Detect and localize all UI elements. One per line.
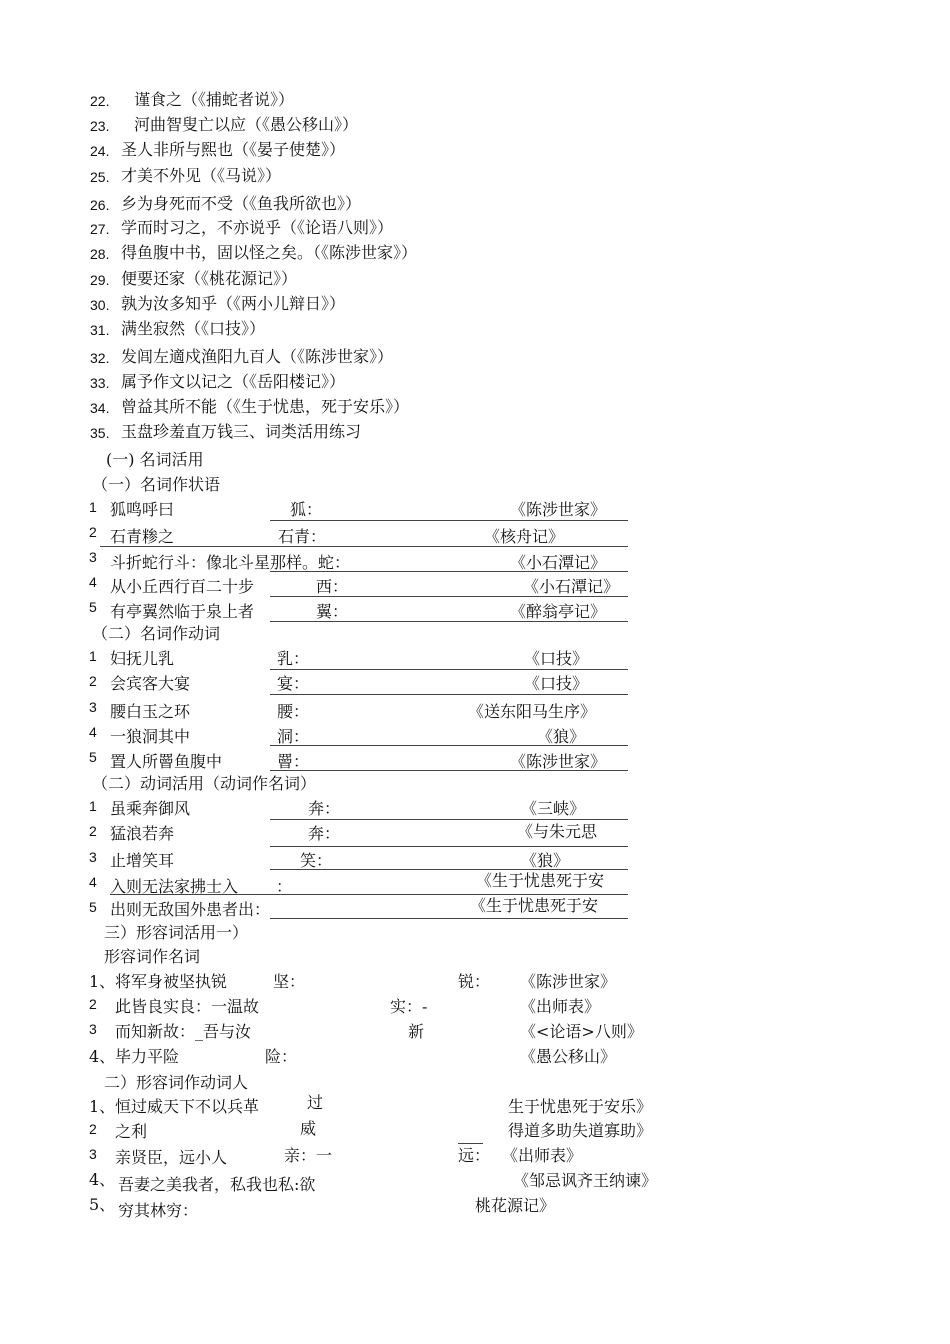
exercise-sentence: 猛浪若奔: [110, 824, 175, 843]
item-number: 5: [89, 749, 97, 765]
item-number: 4: [89, 574, 97, 590]
exercise-source: 《三峡》: [521, 799, 586, 818]
answer-line: [458, 1143, 483, 1144]
list-number: 27.: [90, 221, 110, 237]
exercise-source: 生于忧患死于安乐》: [508, 1097, 653, 1116]
exercise-source: 《陈涉世家》: [510, 752, 607, 771]
exercise-word: 奔：: [308, 799, 341, 818]
answer-line: [270, 846, 628, 847]
list-item: 学而时习之，不亦说乎（《论语八则》）: [121, 218, 394, 237]
exercise-source: 《狼》: [521, 851, 570, 870]
exercise-sentence: 将军身被坚执锐: [115, 972, 228, 991]
exercise-source: 《陈涉世家》: [510, 500, 607, 519]
item-number: 5: [89, 599, 97, 615]
item-number: 1: [89, 499, 97, 515]
list-item: 发闾左適戍渔阳九百人（《陈涉世家》）: [121, 347, 394, 366]
list-number: 35.: [90, 425, 110, 441]
answer-line: [270, 745, 628, 746]
exercise-sentence: 腰白玉之环: [110, 702, 191, 721]
list-number: 22.: [90, 93, 110, 109]
exercise-word: 狐：: [290, 500, 323, 519]
exercise-source: 《生于忧患死于安: [470, 896, 599, 915]
list-item: 河曲智叟亡以应（《愚公移山》）: [134, 115, 359, 134]
exercise-source: 《愚公移山》: [520, 1047, 617, 1066]
item-number: 3: [89, 849, 97, 865]
exercise-sentence: 此皆良实良：一温故: [115, 997, 260, 1016]
answer-line: [270, 819, 628, 820]
section-heading: （二）名词作动词: [92, 624, 221, 643]
item-number: 1: [89, 798, 97, 814]
exercise-word: 实：-: [390, 997, 428, 1016]
exercise-source: 《与朱元思: [517, 822, 598, 841]
exercise-word: 新: [408, 1022, 425, 1041]
exercise-word: 亲：一: [284, 1146, 333, 1165]
list-number: 33.: [90, 375, 110, 391]
answer-line: [270, 571, 628, 572]
exercise-word: 乳：: [277, 649, 310, 668]
exercise-sentence: 从小丘西行百二十步: [110, 577, 255, 596]
exercise-sentence: 毕力平险: [115, 1047, 180, 1066]
list-item: 曾益其所不能（《生于忧患，死于安乐》）: [121, 397, 410, 416]
exercise-source: 《生于忧患死于安: [476, 871, 605, 890]
answer-line: [270, 869, 628, 870]
exercise-word: 洞：: [277, 727, 310, 746]
section-heading: （二）动词活用（动词作名词）: [92, 774, 317, 793]
item-number: 4、: [89, 1047, 116, 1066]
list-number: 28.: [90, 246, 110, 262]
section-heading: 三）形容词活用一）: [104, 923, 249, 942]
exercise-word: 过: [307, 1093, 324, 1112]
item-number: 1: [89, 648, 97, 664]
list-item: 得鱼腹中书，固以怪之矣。（《陈涉世家》）: [121, 243, 418, 262]
item-number: 2: [89, 524, 97, 540]
exercise-source: 《送东阳马生序》: [468, 702, 597, 721]
answer-line: [270, 918, 628, 919]
list-number: 31.: [90, 322, 110, 338]
exercise-word-2: 远：: [458, 1146, 491, 1165]
exercise-word-2: 锐：: [458, 972, 491, 991]
list-item: 孰为汝多知乎（《两小儿辩日》）: [121, 294, 346, 313]
exercise-word: 石青：: [278, 527, 327, 546]
exercise-source: 《出师表》: [520, 997, 601, 1016]
exercise-sentence: 恒过威天下不以兵革: [115, 1097, 260, 1116]
list-number: 25.: [90, 169, 110, 185]
item-number: 4: [89, 874, 97, 890]
section-heading: 形容词作名词: [104, 947, 201, 966]
list-number: 26.: [90, 197, 110, 213]
exercise-source: 《邹忌讽齐王纳谏》: [513, 1171, 658, 1190]
exercise-source: 《陈涉世家》: [520, 972, 617, 991]
answer-line: [110, 894, 628, 895]
answer-line: [270, 770, 628, 771]
exercise-sentence: 而知新故：_吾与汝: [115, 1022, 252, 1041]
list-number: 24.: [90, 143, 110, 159]
list-number: 29.: [90, 272, 110, 288]
exercise-sentence: 穷其林穷：: [118, 1201, 199, 1220]
item-number: 5、: [89, 1195, 116, 1214]
exercise-source: 《出师表》: [502, 1146, 583, 1165]
exercise-sentence: 虽乘奔御风: [110, 799, 191, 818]
exercise-word: ：: [276, 877, 293, 896]
section-heading: （一）名词作状语: [92, 475, 221, 494]
exercise-source: 《口技》: [524, 674, 589, 693]
exercise-word: 威: [300, 1119, 317, 1138]
exercise-source: 《狼》: [537, 727, 586, 746]
exercise-source: 桃花源记》: [475, 1196, 556, 1215]
list-number: 32.: [90, 350, 110, 366]
exercise-word: 奔：: [308, 824, 341, 843]
item-number: 5: [89, 899, 97, 915]
item-number: 1、: [89, 972, 116, 991]
item-number: 2: [89, 673, 97, 689]
exercise-word: 西：: [316, 577, 349, 596]
item-number: 3: [89, 1021, 97, 1037]
exercise-sentence: 一狼洞其中: [110, 727, 191, 746]
exercise-sentence: 止增笑耳: [110, 851, 175, 870]
exercise-sentence: 石青糁之: [110, 527, 175, 546]
item-number: 2: [89, 823, 97, 839]
exercise-word: 笑：: [300, 851, 333, 870]
exercise-sentence: 有亭翼然临于泉上者: [110, 602, 255, 621]
list-item: 圣人非所与熙也（《晏子使楚》）: [121, 140, 346, 159]
exercise-source: 《醉翁亭记》: [510, 602, 607, 621]
list-number: 23.: [90, 118, 110, 134]
exercise-source: 《小石潭记》: [510, 553, 607, 572]
answer-line: [100, 546, 628, 547]
list-item: 谨食之（《捕蛇者说》）: [134, 90, 295, 109]
answer-line: [270, 520, 628, 521]
list-item: 便要还家（《桃花源记》）: [121, 269, 298, 288]
exercise-sentence: 妇抚儿乳: [110, 649, 175, 668]
exercise-sentence: 出则无敌国外患者出：: [110, 900, 271, 919]
item-number: 1、: [89, 1097, 116, 1116]
item-number: 3: [89, 699, 97, 715]
exercise-source: 《<论语>八则》: [520, 1022, 643, 1041]
exercise-source: 《口技》: [524, 649, 589, 668]
list-item: 乡为身死而不受（《鱼我所欲也》）: [121, 194, 362, 213]
list-item: 才美不外见（《马说》）: [121, 166, 282, 185]
item-number: 3: [89, 1146, 97, 1162]
answer-line: [270, 621, 628, 622]
exercise-sentence: 吾妻之美我者，私我也私:欲: [118, 1175, 316, 1194]
exercise-sentence: 斗折蛇行斗：像北斗星那样。蛇：: [110, 553, 351, 572]
exercise-source: 《小石潭记》: [523, 577, 620, 596]
list-item: 满坐寂然（《口技》）: [121, 319, 266, 338]
exercise-sentence: 会宾客大宴: [110, 674, 191, 693]
item-number: 4、: [89, 1170, 116, 1189]
section-heading: (一) 名词活用: [106, 450, 204, 469]
list-number: 34.: [90, 400, 110, 416]
answer-line: [270, 596, 628, 597]
exercise-word: 翼：: [316, 602, 349, 621]
section-heading: 二）形容词作动词人: [104, 1073, 249, 1092]
exercise-word: 罾：: [277, 752, 310, 771]
exercise-word: 腰：: [277, 702, 310, 721]
exercise-sentence: 置人所罾鱼腹中: [110, 752, 223, 771]
list-item: 属予作文以记之（《岳阳楼记》）: [121, 372, 346, 391]
list-number: 30.: [90, 297, 110, 313]
exercise-sentence: 入则无法家拂士入: [110, 877, 239, 896]
answer-line: [270, 669, 628, 670]
item-number: 2: [89, 1121, 97, 1137]
exercise-word: 宴：: [277, 674, 310, 693]
answer-line: [270, 694, 628, 695]
exercise-word: 坚：: [273, 972, 306, 991]
exercise-sentence: 亲贤臣，远小人: [115, 1148, 228, 1167]
exercise-sentence: 狐鸣呼曰: [110, 500, 175, 519]
item-number: 2: [89, 996, 97, 1012]
list-item: 玉盘珍羞直万钱三、词类活用练习: [121, 422, 362, 441]
exercise-sentence: 之利: [115, 1122, 148, 1141]
item-number: 3: [89, 549, 97, 565]
item-number: 4: [89, 724, 97, 740]
exercise-source: 得道多助失道寡助》: [508, 1121, 653, 1140]
exercise-source: 《核舟记》: [484, 527, 565, 546]
exercise-word: 险：: [265, 1047, 298, 1066]
